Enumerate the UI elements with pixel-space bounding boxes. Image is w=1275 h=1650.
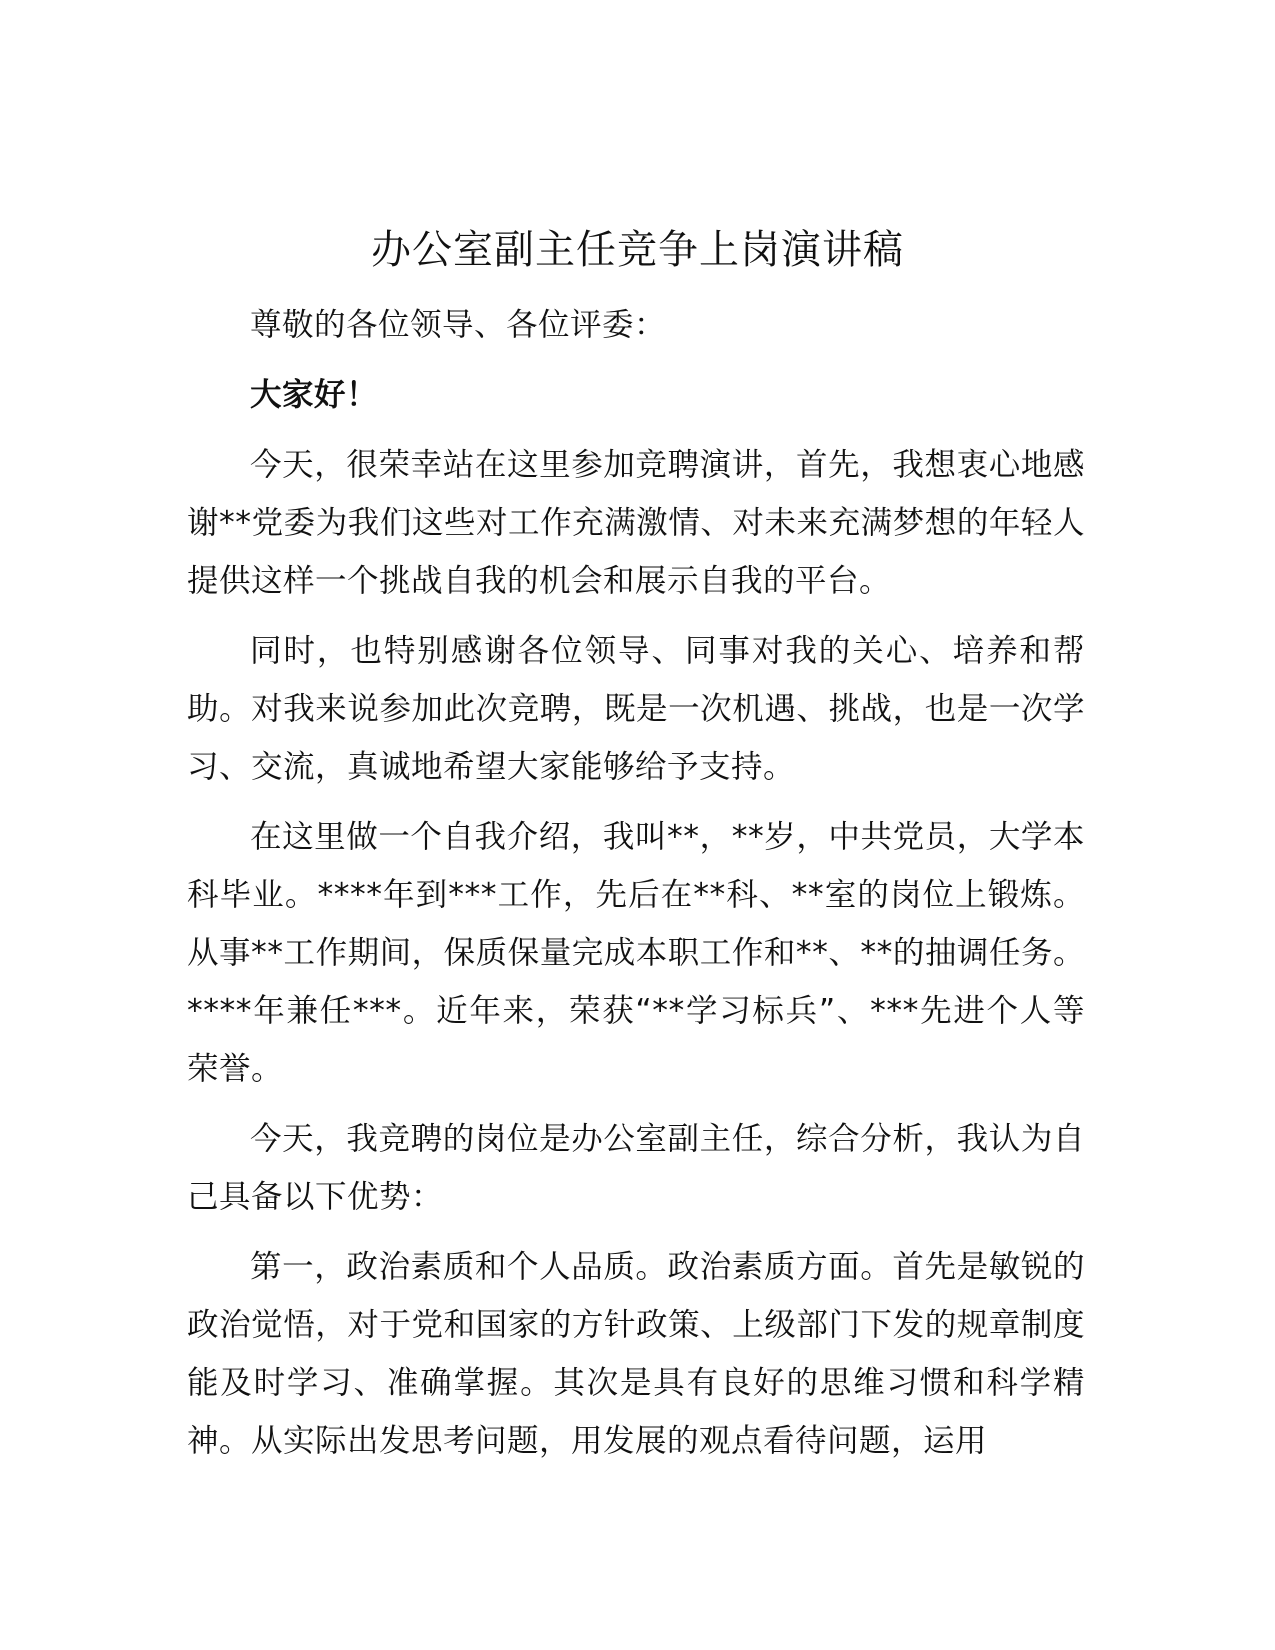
document-body	[187, 296, 1085, 1482]
paragraph-thanks: 今天，很荣幸站在这里参加竞聘演讲，首先，我想衷心地感谢**党委为我们这些对工作充满激情、对未来充满梦想的年轻人提供这样一个挑战自我的机会和展示自我的平台。	[187, 447, 1085, 599]
paragraph-self-introduction: 在这里做一个自我介绍，我叫**，**岁，中共党员，大学本科毕业。****年到***工作，先后在**科、**室的岗位上锻炼。从事**工作期间，保质保量完成本职工作和**、**的抽调任务。****年兼任***。近年来，荣获“**学习标兵”、***先进个人等荣誉。	[187, 819, 1085, 1087]
document-title: 办公室副主任竞争上岗演讲稿	[371, 227, 904, 273]
greeting: 大家好！	[250, 377, 379, 413]
salutation: 尊敬的各位领导、各位评委：	[250, 307, 667, 343]
paragraph-position: 今天，我竞聘的岗位是办公室副主任，综合分析，我认为自己具备以下优势：	[187, 1121, 1085, 1215]
paragraph-advantage-one: 第一，政治素质和个人品质。政治素质方面。首先是敏锐的政治觉悟，对于党和国家的方针政策、上级部门下发的规章制度能及时学习、准确掌握。其次是具有良好的思维习惯和科学精神。从实际出发思考问题，用发展的观点看待问题，运用	[187, 1249, 1085, 1459]
paragraph-gratitude: 同时，也特别感谢各位领导、同事对我的关心、培养和帮助。对我来说参加此次竞聘，既是一次机遇、挑战，也是一次学习、交流，真诚地希望大家能够给予支持。	[187, 633, 1085, 785]
